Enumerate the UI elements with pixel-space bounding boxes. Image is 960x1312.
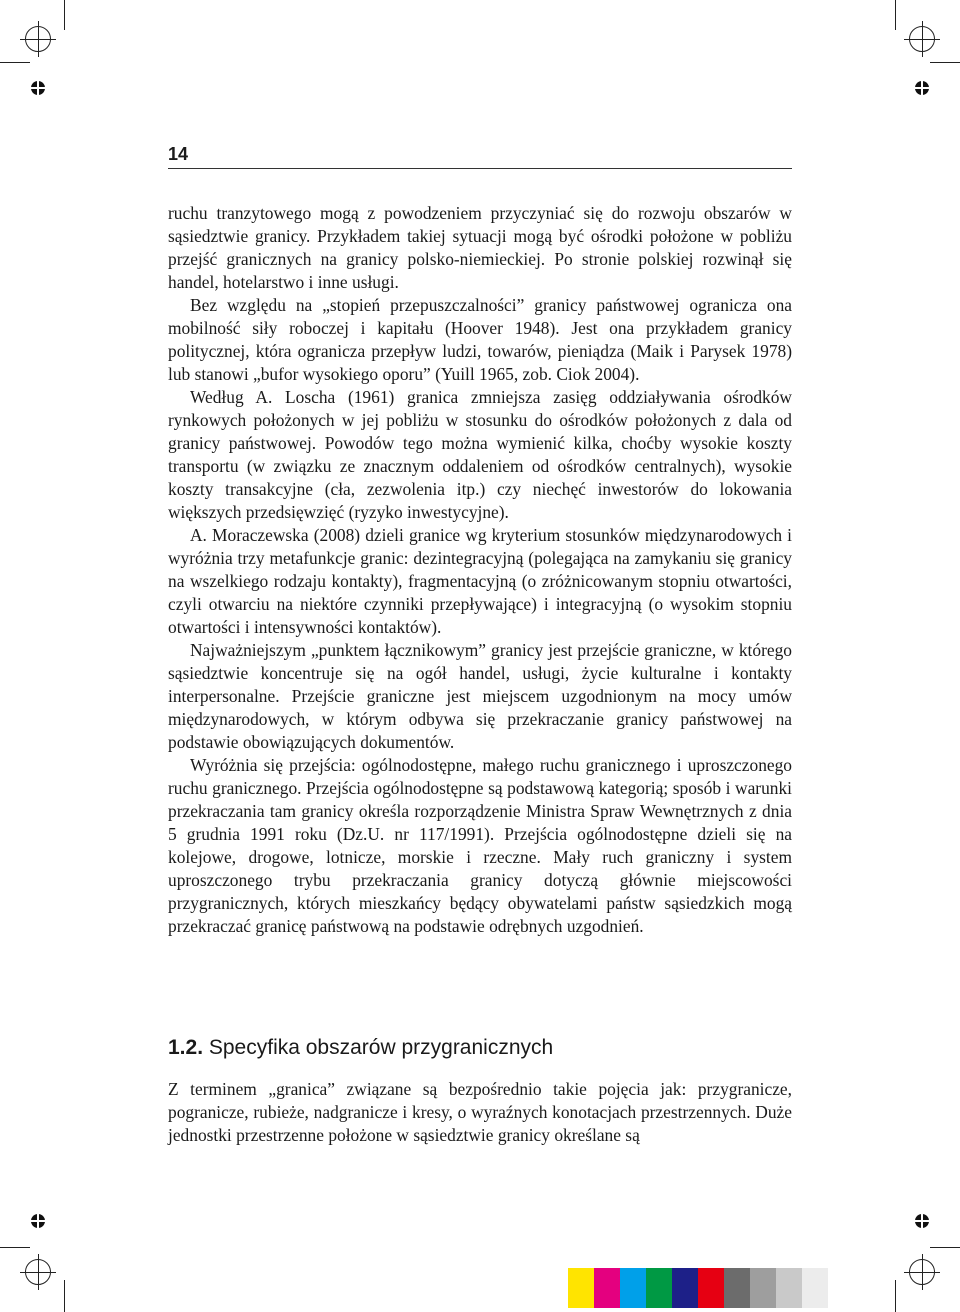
- color-swatch-10: [802, 1268, 828, 1308]
- crop-line-bottom-right-h: [930, 1247, 960, 1248]
- registration-mark-bottom-left: [25, 1259, 51, 1285]
- paragraph-1: ruchu tranzytowego mogą z powodzeniem przyczyniać się do rozwoju obszarów w sąsiedztwie granicy. Przykładem takiej sytuacji mogą być ośrodki położone w pobliżu przejść granicznych na granicy polsko-niemieckiej. Po stronie polskiej rozwinął się handel, hotelarstwo i inne usługi.: [168, 203, 792, 292]
- color-swatch-3: [620, 1268, 646, 1308]
- registration-dot-top-right: [915, 81, 929, 95]
- registration-mark-bottom-right: [909, 1259, 935, 1285]
- color-swatch-9: [776, 1268, 802, 1308]
- crop-line-top-left-h: [0, 62, 30, 63]
- paragraph-6: Wyróżnia się przejścia: ogólnodostępne, małego ruchu granicznego i uproszczonego ruchu granicznego. Przejścia ogólnodostępne są podstawową kategorią; sposób i warunki przekraczania tam granicy określa rozporządzenie Ministra Spraw Wewnętrznych z dnia 5 grudnia 1991 roku (Dz.U. nr 117/1991). Przejścia ogólnodostępne dzieli się na kolejowe, drogowe, lotnicze, morskie i rzeczne. Mały ruch graniczny i system uproszczonego trybu przekraczania granicy dotyczą głównie miejscowości przygranicznych, których mieszkańcy będący obywatelami państw sąsiedzkich mogą przekraczać granicę państwową na podstawie odrębnych uzgodnień.: [168, 755, 792, 936]
- registration-dot-bottom-right: [915, 1214, 929, 1228]
- color-swatch-7: [724, 1268, 750, 1308]
- paragraph-4: A. Moraczewska (2008) dzieli granice wg kryterium stosunków międzynarodowych i wyróżnia trzy metafunkcje granic: dezintegracyjną (polegająca na zamykaniu się granicy na wszelkiego rodzaju kontakty), fragmentacyjną (o zróżnicowanym stopniu otwartości, czyli otwarciu na niektóre czynniki przepływające) i integracyjną (o wysokim stopniu otwartości i intensywności kontaktów).: [168, 525, 792, 637]
- header-rule: [168, 168, 792, 169]
- crop-line-bottom-right: [895, 1280, 896, 1312]
- registration-mark-top-left: [25, 26, 51, 52]
- registration-dot-bottom-left: [31, 1214, 45, 1228]
- crop-line-top-right: [895, 0, 896, 30]
- section-heading: [168, 1036, 553, 1060]
- color-swatch-6: [698, 1268, 724, 1308]
- section-number: 1.2.: [168, 1036, 204, 1059]
- section-title: Specyfika obszarów przygranicznych: [208, 1036, 554, 1059]
- paragraph-2: Bez względu na „stopień przepuszczalności” granicy państwowej ogranicza ona mobilność siły roboczej i kapitału (Hoover 1948). Jest ona przykładem granicy politycznej, która ogranicza przepływ ludzi, towarów, pieniądza (Maik i Parysek 1978) lub stanowi „bufor wysokiego oporu” (Yuill 1965, zob. Ciok 2004).: [168, 295, 792, 384]
- body-text: [168, 202, 792, 938]
- color-swatch-5: [672, 1268, 698, 1308]
- crop-line-top-right-h: [930, 62, 960, 63]
- color-swatch-1: [568, 1268, 594, 1308]
- color-swatch-4: [646, 1268, 672, 1308]
- paragraph-5: Najważniejszym „punktem łącznikowym” granicy jest przejście graniczne, w którego sąsiedztwie koncentruje się na ogół handel, usługi, życie kulturalne i kontakty interpersonalne. Przejście graniczne jest miejscem uzgodnionym na mocy umów międzynarodowych, w którym odbywa się przekraczanie granicy państwowej na podstawie obowiązujących dokumentów.: [168, 640, 792, 752]
- color-swatch-2: [594, 1268, 620, 1308]
- registration-dot-top-left: [31, 81, 45, 95]
- paragraph-3: Według A. Loscha (1961) granica zmniejsza zasięg oddziaływania ośrodków rynkowych położonych w jej pobliżu w stosunku do ośrodków położonych z dala od granicy państwowej. Powodów tego można wymienić kilka, choćby wysokie koszty transportu (w związku ze znacznym oddaleniem od ośrodków centralnych), wysokie koszty transakcyjne (cła, zezwolenia itp.) czy niechęć inwestorów do lokowania większych przedsięwzięć (ryzyko inwestycyjne).: [168, 387, 792, 522]
- section-text: [168, 1078, 792, 1147]
- color-control-bar: [568, 1268, 828, 1308]
- crop-line-bottom-left: [64, 1280, 65, 1312]
- section-paragraph-1: Z terminem „granica” związane są bezpośrednio takie pojęcia jak: przygranicze, pogranicze, rubieże, nadgranicze i kresy, o wyraźnych konotacjach przestrzennych. Duże jednostki przestrzenne położone w sąsiedztwie granicy określane są: [168, 1079, 792, 1145]
- crop-line-bottom-left-h: [0, 1247, 30, 1248]
- page-number: 14: [168, 144, 189, 164]
- color-swatch-8: [750, 1268, 776, 1308]
- registration-mark-top-right: [909, 26, 935, 52]
- crop-line-top-left: [64, 0, 65, 30]
